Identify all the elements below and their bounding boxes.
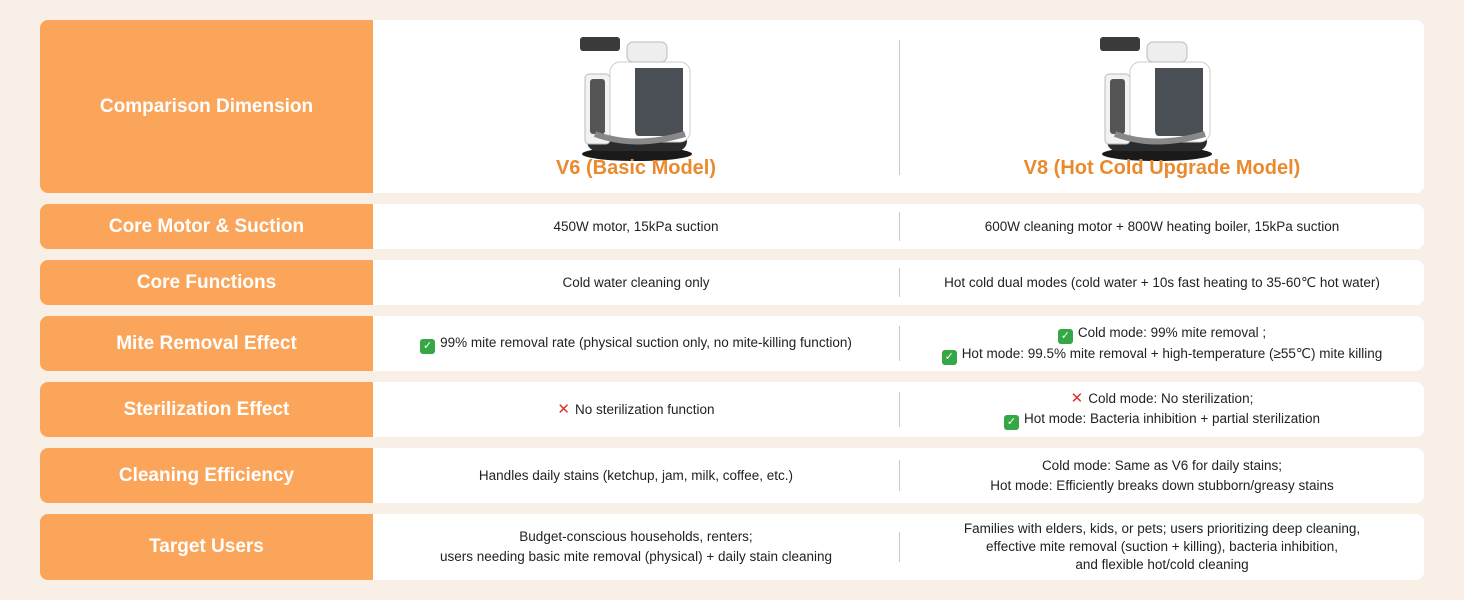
cross-mark-icon: ✕ — [557, 400, 570, 418]
v8-cell — [900, 514, 1424, 580]
comparison-row-sterilization — [40, 382, 1424, 437]
v8-cell — [900, 448, 1424, 503]
cell-text: Hot mode: Bacteria inhibition + partial sterilization — [1023, 411, 1321, 426]
cell-text: Hot cold dual modes (cold water + 10s fast heating to 35-60℃ hot water) — [944, 274, 1380, 290]
comparison-row-mite-removal — [40, 316, 1424, 371]
header-row — [40, 20, 1424, 193]
v6-cleaner-image — [575, 34, 700, 164]
cell-text: 450W motor, 15kPa suction — [553, 218, 719, 234]
v8-cell — [900, 316, 1424, 371]
v6-cell — [373, 260, 899, 305]
v8-cell — [900, 204, 1424, 249]
row-label: Sterilization Effect — [40, 382, 373, 437]
cell-text: 600W cleaning motor + 800W heating boiler, 15kPa suction — [984, 218, 1340, 234]
check-mark-icon: ✓ — [942, 350, 957, 365]
cell-text: Hot mode: 99.5% mite removal + high-temperature (≥55℃) mite killing — [961, 345, 1383, 361]
cell-text: users needing basic mite removal (physical) + daily stain cleaning — [439, 549, 833, 564]
row-label: Core Functions — [40, 260, 373, 305]
v6-model-title: V6 (Basic Model) — [555, 157, 717, 179]
v6-cell — [373, 514, 899, 580]
comparison-row-core-functions — [40, 260, 1424, 305]
cell-text: effective mite removal (suction + killing), bacteria inhibition, — [985, 539, 1339, 554]
v6-cell — [373, 448, 899, 503]
cell-text: Hot mode: Efficiently breaks down stubborn/greasy stains — [990, 477, 1334, 493]
cell-text: Cold mode: No sterilization; — [1088, 391, 1254, 406]
v6-cell — [373, 382, 899, 437]
cell-text: 99% mite removal rate (physical suction only, no mite-killing function) — [440, 335, 852, 350]
v6-cell — [373, 204, 899, 249]
v6-cell — [373, 316, 899, 371]
header-label: Comparison Dimension — [40, 20, 373, 193]
row-label: Mite Removal Effect — [40, 316, 373, 371]
comparison-row-target-users — [40, 514, 1424, 580]
cell-text: Families with elders, kids, or pets; users prioritizing deep cleaning, — [963, 521, 1361, 536]
cross-mark-icon: ✕ — [1070, 390, 1084, 407]
comparison-row-core-motor — [40, 204, 1424, 249]
row-label: Core Motor & Suction — [40, 204, 373, 249]
check-mark-icon: ✓ — [1004, 415, 1019, 430]
cell-text: No sterilization function — [575, 401, 715, 417]
cell-text: Handles daily stains (ketchup, jam, milk, coffee, etc.) — [478, 467, 794, 483]
cell-text: and flexible hot/cold cleaning — [1075, 557, 1249, 572]
check-mark-icon: ✓ — [420, 339, 435, 354]
cell-text: Cold mode: Same as V6 for daily stains; — [1041, 457, 1283, 473]
header-divider — [899, 40, 900, 175]
row-label: Target Users — [40, 514, 373, 580]
v8-cell — [900, 382, 1424, 437]
cell-text: Cold water cleaning only — [562, 274, 710, 290]
cell-text: Budget-conscious households, renters; — [519, 529, 753, 544]
cell-text: Cold mode: 99% mite removal ; — [1077, 324, 1267, 340]
v8-model-title: V8 (Hot Cold Upgrade Model) — [1023, 157, 1301, 179]
v8-cell — [900, 260, 1424, 305]
comparison-row-cleaning-efficiency — [40, 448, 1424, 503]
check-mark-icon: ✓ — [1058, 329, 1073, 344]
v8-cleaner-image — [1095, 34, 1220, 164]
row-label: Cleaning Efficiency — [40, 448, 373, 503]
